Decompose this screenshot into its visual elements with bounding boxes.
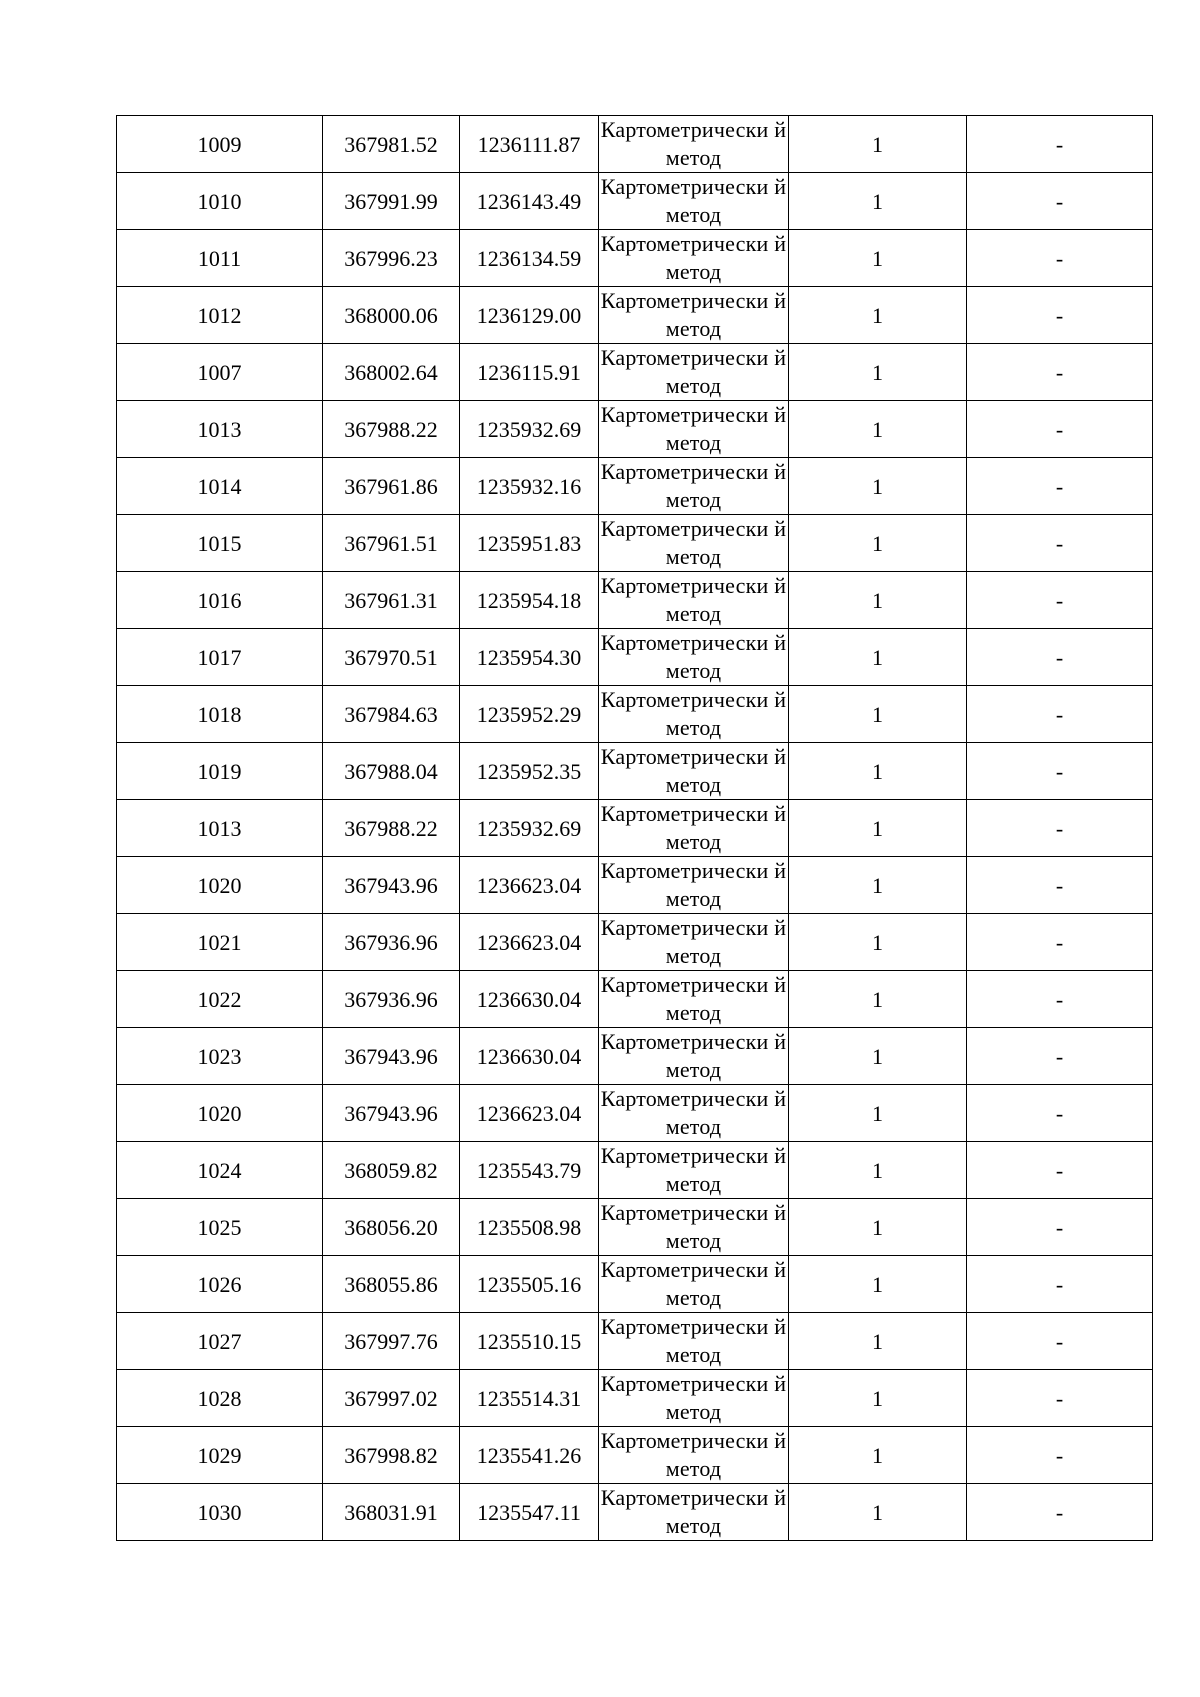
x-coordinate-cell: 368000.06 bbox=[323, 287, 460, 344]
method-cell: Картометрически й метод bbox=[599, 116, 789, 173]
point-number-cell: 1027 bbox=[117, 1313, 323, 1370]
point-number-cell: 1017 bbox=[117, 629, 323, 686]
y-coordinate-cell: 1236115.91 bbox=[460, 344, 599, 401]
accuracy-cell: 1 bbox=[789, 1085, 967, 1142]
note-cell: - bbox=[967, 230, 1153, 287]
method-cell: Картометрически й метод bbox=[599, 800, 789, 857]
point-number-cell: 1018 bbox=[117, 686, 323, 743]
table-row bbox=[117, 515, 1153, 572]
point-number-cell: 1030 bbox=[117, 1484, 323, 1541]
table-row bbox=[117, 686, 1153, 743]
note-cell: - bbox=[967, 344, 1153, 401]
method-cell: Картометрически й метод bbox=[599, 1085, 789, 1142]
method-cell: Картометрически й метод bbox=[599, 857, 789, 914]
y-coordinate-cell: 1236623.04 bbox=[460, 857, 599, 914]
method-cell: Картометрически й метод bbox=[599, 1142, 789, 1199]
method-cell: Картометрически й метод bbox=[599, 1370, 789, 1427]
point-number-cell: 1023 bbox=[117, 1028, 323, 1085]
method-cell: Картометрически й метод bbox=[599, 287, 789, 344]
point-number-cell: 1025 bbox=[117, 1199, 323, 1256]
note-cell: - bbox=[967, 1427, 1153, 1484]
point-number-cell: 1009 bbox=[117, 116, 323, 173]
note-cell: - bbox=[967, 1370, 1153, 1427]
table-row bbox=[117, 1085, 1153, 1142]
coordinates-table-body bbox=[117, 116, 1153, 1541]
x-coordinate-cell: 367991.99 bbox=[323, 173, 460, 230]
point-number-cell: 1013 bbox=[117, 800, 323, 857]
table-row bbox=[117, 1427, 1153, 1484]
table-row bbox=[117, 116, 1153, 173]
point-number-cell: 1012 bbox=[117, 287, 323, 344]
y-coordinate-cell: 1236623.04 bbox=[460, 1085, 599, 1142]
accuracy-cell: 1 bbox=[789, 743, 967, 800]
method-cell: Картометрически й метод bbox=[599, 1199, 789, 1256]
y-coordinate-cell: 1235510.15 bbox=[460, 1313, 599, 1370]
y-coordinate-cell: 1235508.98 bbox=[460, 1199, 599, 1256]
x-coordinate-cell: 367981.52 bbox=[323, 116, 460, 173]
table-row bbox=[117, 401, 1153, 458]
note-cell: - bbox=[967, 1085, 1153, 1142]
y-coordinate-cell: 1235954.30 bbox=[460, 629, 599, 686]
note-cell: - bbox=[967, 1256, 1153, 1313]
note-cell: - bbox=[967, 401, 1153, 458]
x-coordinate-cell: 367936.96 bbox=[323, 914, 460, 971]
method-cell: Картометрически й метод bbox=[599, 1484, 789, 1541]
y-coordinate-cell: 1236623.04 bbox=[460, 914, 599, 971]
table-row bbox=[117, 344, 1153, 401]
accuracy-cell: 1 bbox=[789, 173, 967, 230]
table-row bbox=[117, 458, 1153, 515]
x-coordinate-cell: 367961.31 bbox=[323, 572, 460, 629]
point-number-cell: 1028 bbox=[117, 1370, 323, 1427]
accuracy-cell: 1 bbox=[789, 686, 967, 743]
point-number-cell: 1022 bbox=[117, 971, 323, 1028]
table-row bbox=[117, 800, 1153, 857]
point-number-cell: 1014 bbox=[117, 458, 323, 515]
accuracy-cell: 1 bbox=[789, 1427, 967, 1484]
x-coordinate-cell: 367988.04 bbox=[323, 743, 460, 800]
y-coordinate-cell: 1236630.04 bbox=[460, 1028, 599, 1085]
note-cell: - bbox=[967, 173, 1153, 230]
x-coordinate-cell: 368056.20 bbox=[323, 1199, 460, 1256]
table-row bbox=[117, 1484, 1153, 1541]
accuracy-cell: 1 bbox=[789, 857, 967, 914]
method-cell: Картометрически й метод bbox=[599, 458, 789, 515]
method-cell: Картометрически й метод bbox=[599, 971, 789, 1028]
table-row bbox=[117, 914, 1153, 971]
table-row bbox=[117, 1370, 1153, 1427]
note-cell: - bbox=[967, 515, 1153, 572]
point-number-cell: 1016 bbox=[117, 572, 323, 629]
y-coordinate-cell: 1236129.00 bbox=[460, 287, 599, 344]
accuracy-cell: 1 bbox=[789, 344, 967, 401]
method-cell: Картометрически й метод bbox=[599, 1313, 789, 1370]
point-number-cell: 1021 bbox=[117, 914, 323, 971]
x-coordinate-cell: 367961.86 bbox=[323, 458, 460, 515]
y-coordinate-cell: 1235954.18 bbox=[460, 572, 599, 629]
x-coordinate-cell: 368031.91 bbox=[323, 1484, 460, 1541]
y-coordinate-cell: 1235951.83 bbox=[460, 515, 599, 572]
x-coordinate-cell: 368059.82 bbox=[323, 1142, 460, 1199]
accuracy-cell: 1 bbox=[789, 287, 967, 344]
accuracy-cell: 1 bbox=[789, 515, 967, 572]
y-coordinate-cell: 1235932.69 bbox=[460, 800, 599, 857]
method-cell: Картометрически й метод bbox=[599, 686, 789, 743]
table-row bbox=[117, 971, 1153, 1028]
note-cell: - bbox=[967, 458, 1153, 515]
method-cell: Картометрически й метод bbox=[599, 344, 789, 401]
y-coordinate-cell: 1235952.29 bbox=[460, 686, 599, 743]
x-coordinate-cell: 368055.86 bbox=[323, 1256, 460, 1313]
accuracy-cell: 1 bbox=[789, 1028, 967, 1085]
point-number-cell: 1020 bbox=[117, 1085, 323, 1142]
point-number-cell: 1010 bbox=[117, 173, 323, 230]
note-cell: - bbox=[967, 1313, 1153, 1370]
accuracy-cell: 1 bbox=[789, 1199, 967, 1256]
point-number-cell: 1019 bbox=[117, 743, 323, 800]
x-coordinate-cell: 367970.51 bbox=[323, 629, 460, 686]
method-cell: Картометрически й метод bbox=[599, 1028, 789, 1085]
point-number-cell: 1026 bbox=[117, 1256, 323, 1313]
note-cell: - bbox=[967, 971, 1153, 1028]
accuracy-cell: 1 bbox=[789, 116, 967, 173]
point-number-cell: 1011 bbox=[117, 230, 323, 287]
accuracy-cell: 1 bbox=[789, 401, 967, 458]
note-cell: - bbox=[967, 1484, 1153, 1541]
x-coordinate-cell: 367936.96 bbox=[323, 971, 460, 1028]
note-cell: - bbox=[967, 914, 1153, 971]
table-row bbox=[117, 287, 1153, 344]
method-cell: Картометрически й метод bbox=[599, 743, 789, 800]
accuracy-cell: 1 bbox=[789, 1313, 967, 1370]
table-row bbox=[117, 743, 1153, 800]
note-cell: - bbox=[967, 572, 1153, 629]
x-coordinate-cell: 368002.64 bbox=[323, 344, 460, 401]
note-cell: - bbox=[967, 116, 1153, 173]
x-coordinate-cell: 367961.51 bbox=[323, 515, 460, 572]
note-cell: - bbox=[967, 800, 1153, 857]
note-cell: - bbox=[967, 287, 1153, 344]
note-cell: - bbox=[967, 1199, 1153, 1256]
note-cell: - bbox=[967, 686, 1153, 743]
method-cell: Картометрически й метод bbox=[599, 1256, 789, 1313]
method-cell: Картометрически й метод bbox=[599, 629, 789, 686]
table-row bbox=[117, 857, 1153, 914]
coordinates-table bbox=[116, 115, 1153, 1541]
table-row bbox=[117, 1256, 1153, 1313]
y-coordinate-cell: 1236111.87 bbox=[460, 116, 599, 173]
x-coordinate-cell: 367996.23 bbox=[323, 230, 460, 287]
x-coordinate-cell: 367997.02 bbox=[323, 1370, 460, 1427]
method-cell: Картометрически й метод bbox=[599, 914, 789, 971]
x-coordinate-cell: 367943.96 bbox=[323, 857, 460, 914]
accuracy-cell: 1 bbox=[789, 800, 967, 857]
y-coordinate-cell: 1235952.35 bbox=[460, 743, 599, 800]
accuracy-cell: 1 bbox=[789, 572, 967, 629]
y-coordinate-cell: 1236143.49 bbox=[460, 173, 599, 230]
accuracy-cell: 1 bbox=[789, 1256, 967, 1313]
y-coordinate-cell: 1236630.04 bbox=[460, 971, 599, 1028]
point-number-cell: 1029 bbox=[117, 1427, 323, 1484]
method-cell: Картометрически й метод bbox=[599, 173, 789, 230]
method-cell: Картометрически й метод bbox=[599, 515, 789, 572]
method-cell: Картометрически й метод bbox=[599, 230, 789, 287]
accuracy-cell: 1 bbox=[789, 629, 967, 686]
accuracy-cell: 1 bbox=[789, 1370, 967, 1427]
y-coordinate-cell: 1235547.11 bbox=[460, 1484, 599, 1541]
table-row bbox=[117, 1028, 1153, 1085]
x-coordinate-cell: 367988.22 bbox=[323, 800, 460, 857]
table-row bbox=[117, 173, 1153, 230]
point-number-cell: 1007 bbox=[117, 344, 323, 401]
x-coordinate-cell: 367998.82 bbox=[323, 1427, 460, 1484]
method-cell: Картометрически й метод bbox=[599, 401, 789, 458]
x-coordinate-cell: 367988.22 bbox=[323, 401, 460, 458]
point-number-cell: 1015 bbox=[117, 515, 323, 572]
y-coordinate-cell: 1235514.31 bbox=[460, 1370, 599, 1427]
note-cell: - bbox=[967, 857, 1153, 914]
table-row bbox=[117, 1199, 1153, 1256]
x-coordinate-cell: 367943.96 bbox=[323, 1028, 460, 1085]
note-cell: - bbox=[967, 629, 1153, 686]
table-row bbox=[117, 629, 1153, 686]
accuracy-cell: 1 bbox=[789, 1484, 967, 1541]
accuracy-cell: 1 bbox=[789, 1142, 967, 1199]
accuracy-cell: 1 bbox=[789, 914, 967, 971]
y-coordinate-cell: 1235932.16 bbox=[460, 458, 599, 515]
note-cell: - bbox=[967, 743, 1153, 800]
accuracy-cell: 1 bbox=[789, 230, 967, 287]
x-coordinate-cell: 367997.76 bbox=[323, 1313, 460, 1370]
y-coordinate-cell: 1235932.69 bbox=[460, 401, 599, 458]
table-row bbox=[117, 230, 1153, 287]
x-coordinate-cell: 367943.96 bbox=[323, 1085, 460, 1142]
note-cell: - bbox=[967, 1028, 1153, 1085]
y-coordinate-cell: 1235543.79 bbox=[460, 1142, 599, 1199]
method-cell: Картометрически й метод bbox=[599, 572, 789, 629]
note-cell: - bbox=[967, 1142, 1153, 1199]
method-cell: Картометрически й метод bbox=[599, 1427, 789, 1484]
point-number-cell: 1013 bbox=[117, 401, 323, 458]
table-row bbox=[117, 1313, 1153, 1370]
accuracy-cell: 1 bbox=[789, 458, 967, 515]
table-row bbox=[117, 1142, 1153, 1199]
accuracy-cell: 1 bbox=[789, 971, 967, 1028]
y-coordinate-cell: 1236134.59 bbox=[460, 230, 599, 287]
point-number-cell: 1024 bbox=[117, 1142, 323, 1199]
point-number-cell: 1020 bbox=[117, 857, 323, 914]
x-coordinate-cell: 367984.63 bbox=[323, 686, 460, 743]
y-coordinate-cell: 1235505.16 bbox=[460, 1256, 599, 1313]
y-coordinate-cell: 1235541.26 bbox=[460, 1427, 599, 1484]
table-row bbox=[117, 572, 1153, 629]
